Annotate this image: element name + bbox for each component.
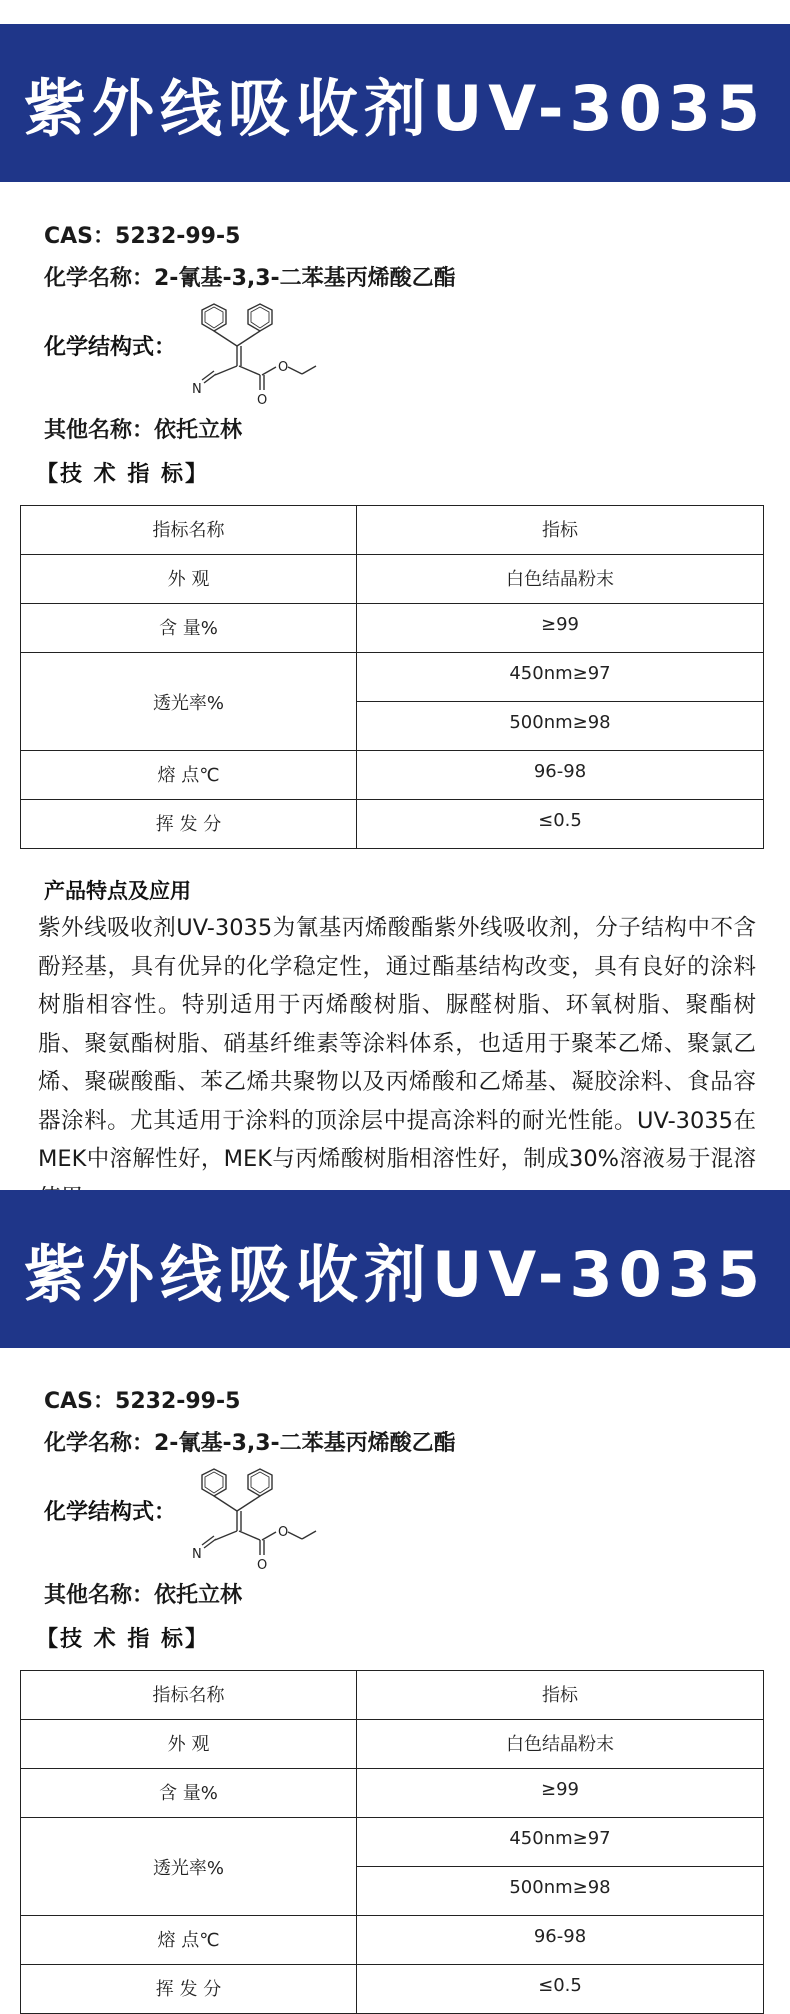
table-row — [21, 1671, 764, 1720]
table-header-cell: 指标 — [357, 506, 764, 555]
table-cell: 500nm≥98 — [357, 1867, 764, 1916]
spec-section-title: 【技 术 指 标】 — [36, 1627, 209, 1652]
table-header-cell: 指标名称 — [21, 1671, 357, 1720]
table-row — [21, 1818, 764, 1867]
table-cell: 熔 点℃ — [21, 1916, 357, 1965]
table-row — [21, 1720, 764, 1769]
cas-number: CAS：5232-99-5 — [44, 224, 241, 249]
table-row — [21, 604, 764, 653]
spec-section-title: 【技 术 指 标】 — [36, 462, 209, 487]
table-header-cell: 指标 — [357, 1671, 764, 1720]
chemical-name: 化学名称：2-氰基-3,3-二苯基丙烯酸乙酯 — [44, 266, 456, 291]
table-cell: 96-98 — [357, 1916, 764, 1965]
features-heading: 产品特点及应用 — [44, 879, 191, 903]
table-cell: 96-98 — [357, 751, 764, 800]
carbonyl-oxygen-atom: O — [257, 1558, 268, 1573]
table-row — [21, 653, 764, 702]
other-name: 其他名称：依托立林 — [44, 1583, 243, 1608]
structure-label: 化学结构式： — [44, 1500, 177, 1525]
banner-title: 紫外线吸收剂UV-3035 — [23, 1237, 767, 1311]
table-cell: 透光率% — [21, 653, 357, 751]
table-row — [21, 506, 764, 555]
table-cell: 450nm≥97 — [357, 1818, 764, 1867]
table-cell: 白色结晶粉末 — [357, 555, 764, 604]
table-cell: 透光率% — [21, 1818, 357, 1916]
table-row — [21, 751, 764, 800]
title-banner — [0, 24, 790, 182]
table-cell: 白色结晶粉末 — [357, 1720, 764, 1769]
table-row — [21, 800, 764, 849]
table-cell: 外 观 — [21, 1720, 357, 1769]
chemical-structure-diagram — [180, 1465, 320, 1573]
table-cell: ≤0.5 — [357, 1965, 764, 2014]
table-cell: 外 观 — [21, 555, 357, 604]
table-cell: 含 量% — [21, 604, 357, 653]
ester-oxygen-atom: O — [278, 1525, 289, 1540]
table-cell: ≤0.5 — [357, 800, 764, 849]
features-paragraph: 紫外线吸收剂UV-3035为氰基丙烯酸酯紫外线吸收剂，分子结构中不含酚羟基，具有优异的化学稳定性，通过酯基结构改变，具有良好的涂料树脂相容性。特别适用于丙烯酸树脂、脲醛树脂、环氧树脂、聚酯树脂、聚氨酯树脂、硝基纤维素等涂料体系，也适用于聚苯乙烯、聚氯乙烯、聚碳酸酯、苯乙烯共聚物以及丙烯酸和乙烯基、凝胶涂料、食品容器涂料。尤其适用于涂料的顶涂层中提高涂料的耐光性能。UV-3035在MEK中溶解性好，MEK与丙烯酸树脂相溶性好，制成30%溶液易于混溶 — [38, 915, 756, 1172]
table-cell: 熔 点℃ — [21, 751, 357, 800]
nitrogen-atom: N — [192, 382, 202, 397]
table-row — [21, 1965, 764, 2014]
carbonyl-oxygen-atom: O — [257, 393, 268, 408]
table-cell: 500nm≥98 — [357, 702, 764, 751]
table-row — [21, 555, 764, 604]
chemical-name: 化学名称：2-氰基-3,3-二苯基丙烯酸乙酯 — [44, 1431, 456, 1456]
spec-table — [20, 1670, 764, 2014]
table-cell: ≥99 — [357, 1769, 764, 1818]
table-row — [21, 1916, 764, 1965]
table-cell: 含 量% — [21, 1769, 357, 1818]
nitrogen-atom: N — [192, 1547, 202, 1562]
table-cell: ≥99 — [357, 604, 764, 653]
cas-number: CAS：5232-99-5 — [44, 1389, 241, 1414]
other-name: 其他名称：依托立林 — [44, 418, 243, 443]
title-banner — [0, 1190, 790, 1348]
table-header-cell: 指标名称 — [21, 506, 357, 555]
table-cell: 450nm≥97 — [357, 653, 764, 702]
table-row — [21, 1769, 764, 1818]
chemical-structure-diagram — [180, 300, 320, 408]
table-cell: 挥 发 分 — [21, 800, 357, 849]
table-cell: 挥 发 分 — [21, 1965, 357, 2014]
ester-oxygen-atom: O — [278, 360, 289, 375]
spec-table — [20, 505, 764, 849]
structure-label: 化学结构式： — [44, 335, 177, 360]
banner-title: 紫外线吸收剂UV-3035 — [23, 71, 767, 145]
